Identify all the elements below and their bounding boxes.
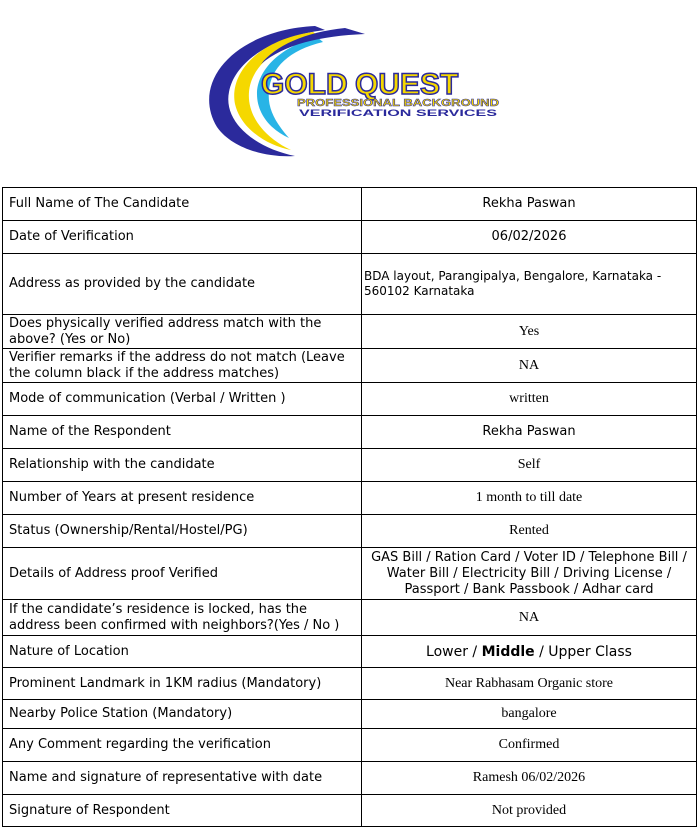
table-row xyxy=(3,548,697,600)
verification-form-table xyxy=(2,187,697,827)
police-station-value: bangalore xyxy=(362,700,697,729)
location-option-upper: / Upper Class xyxy=(534,643,632,660)
row-label: Relationship with the candidate xyxy=(3,449,362,482)
row-label: Signature of Respondent xyxy=(3,795,362,827)
location-option-lower: Lower / xyxy=(426,643,482,660)
row-label: Name and signature of representative with date xyxy=(3,762,362,795)
residence-status-value: Rented xyxy=(362,515,697,548)
row-label: Number of Years at present residence xyxy=(3,482,362,515)
logo-tagline-2: VERIFICATION SERVICES xyxy=(299,108,497,118)
years-at-residence-value: 1 month to till date xyxy=(362,482,697,515)
table-row xyxy=(3,188,697,221)
row-label: Any Comment regarding the verification xyxy=(3,729,362,762)
verification-date-value: 06/02/2026 xyxy=(362,221,697,254)
table-row xyxy=(3,762,697,795)
table-row xyxy=(3,315,697,349)
table-row xyxy=(3,729,697,762)
row-label: Verifier remarks if the address do not match (Leave the column black if the address matches) xyxy=(3,349,362,383)
table-row xyxy=(3,383,697,416)
table-row xyxy=(3,668,697,700)
table-row xyxy=(3,416,697,449)
row-label: Status (Ownership/Rental/Hostel/PG) xyxy=(3,515,362,548)
row-label: Nearby Police Station (Mandatory) xyxy=(3,700,362,729)
table-row xyxy=(3,349,697,383)
row-label: Details of Address proof Verified xyxy=(3,548,362,600)
respondent-name-value: Rekha Paswan xyxy=(362,416,697,449)
table-row xyxy=(3,700,697,729)
table-row xyxy=(3,636,697,668)
row-label: Name of the Respondent xyxy=(3,416,362,449)
row-label: Date of Verification xyxy=(3,221,362,254)
goldquest-logo xyxy=(195,22,510,162)
table-row xyxy=(3,482,697,515)
landmark-value: Near Rabhasam Organic store xyxy=(362,668,697,700)
table-row xyxy=(3,254,697,315)
row-label: Prominent Landmark in 1KM radius (Mandatory) xyxy=(3,668,362,700)
respondent-signature-value: Not provided xyxy=(362,795,697,827)
verification-comment-value: Confirmed xyxy=(362,729,697,762)
table-row xyxy=(3,515,697,548)
address-match-value: Yes xyxy=(362,315,697,349)
table-row xyxy=(3,600,697,636)
row-label: Full Name of The Candidate xyxy=(3,188,362,221)
relationship-value: Self xyxy=(362,449,697,482)
address-proof-value: GAS Bill / Ration Card / Voter ID / Telephone Bill / Water Bill / Electricity Bill / Driving License / Passport / Bank Passbook / Adhar card xyxy=(362,548,697,600)
logo-brand-quest: QUEST xyxy=(355,68,459,101)
row-label: Address as provided by the candidate xyxy=(3,254,362,315)
row-label: Does physically verified address match with the above? (Yes or No) xyxy=(3,315,362,349)
neighbor-confirmation-value: NA xyxy=(362,600,697,636)
logo-brand-gold: GOLD xyxy=(261,68,348,101)
communication-mode-value: written xyxy=(362,383,697,416)
row-label: Nature of Location xyxy=(3,636,362,668)
row-label: If the candidate’s residence is locked, has the address been confirmed with neighbors?(Yes / No ) xyxy=(3,600,362,636)
table-row xyxy=(3,449,697,482)
verifier-remarks-value: NA xyxy=(362,349,697,383)
location-option-middle: Middle xyxy=(481,643,535,660)
row-label: Mode of communication (Verbal / Written ) xyxy=(3,383,362,416)
table-row xyxy=(3,221,697,254)
candidate-name-value: Rekha Paswan xyxy=(362,188,697,221)
representative-signature-value: Ramesh 06/02/2026 xyxy=(362,762,697,795)
logo-tagline-1: PROFESSIONAL BACKGROUND xyxy=(297,97,500,109)
location-nature-value xyxy=(362,636,697,668)
address-value: BDA layout, Parangipalya, Bengalore, Karnataka - 560102 Karnataka xyxy=(362,254,697,315)
